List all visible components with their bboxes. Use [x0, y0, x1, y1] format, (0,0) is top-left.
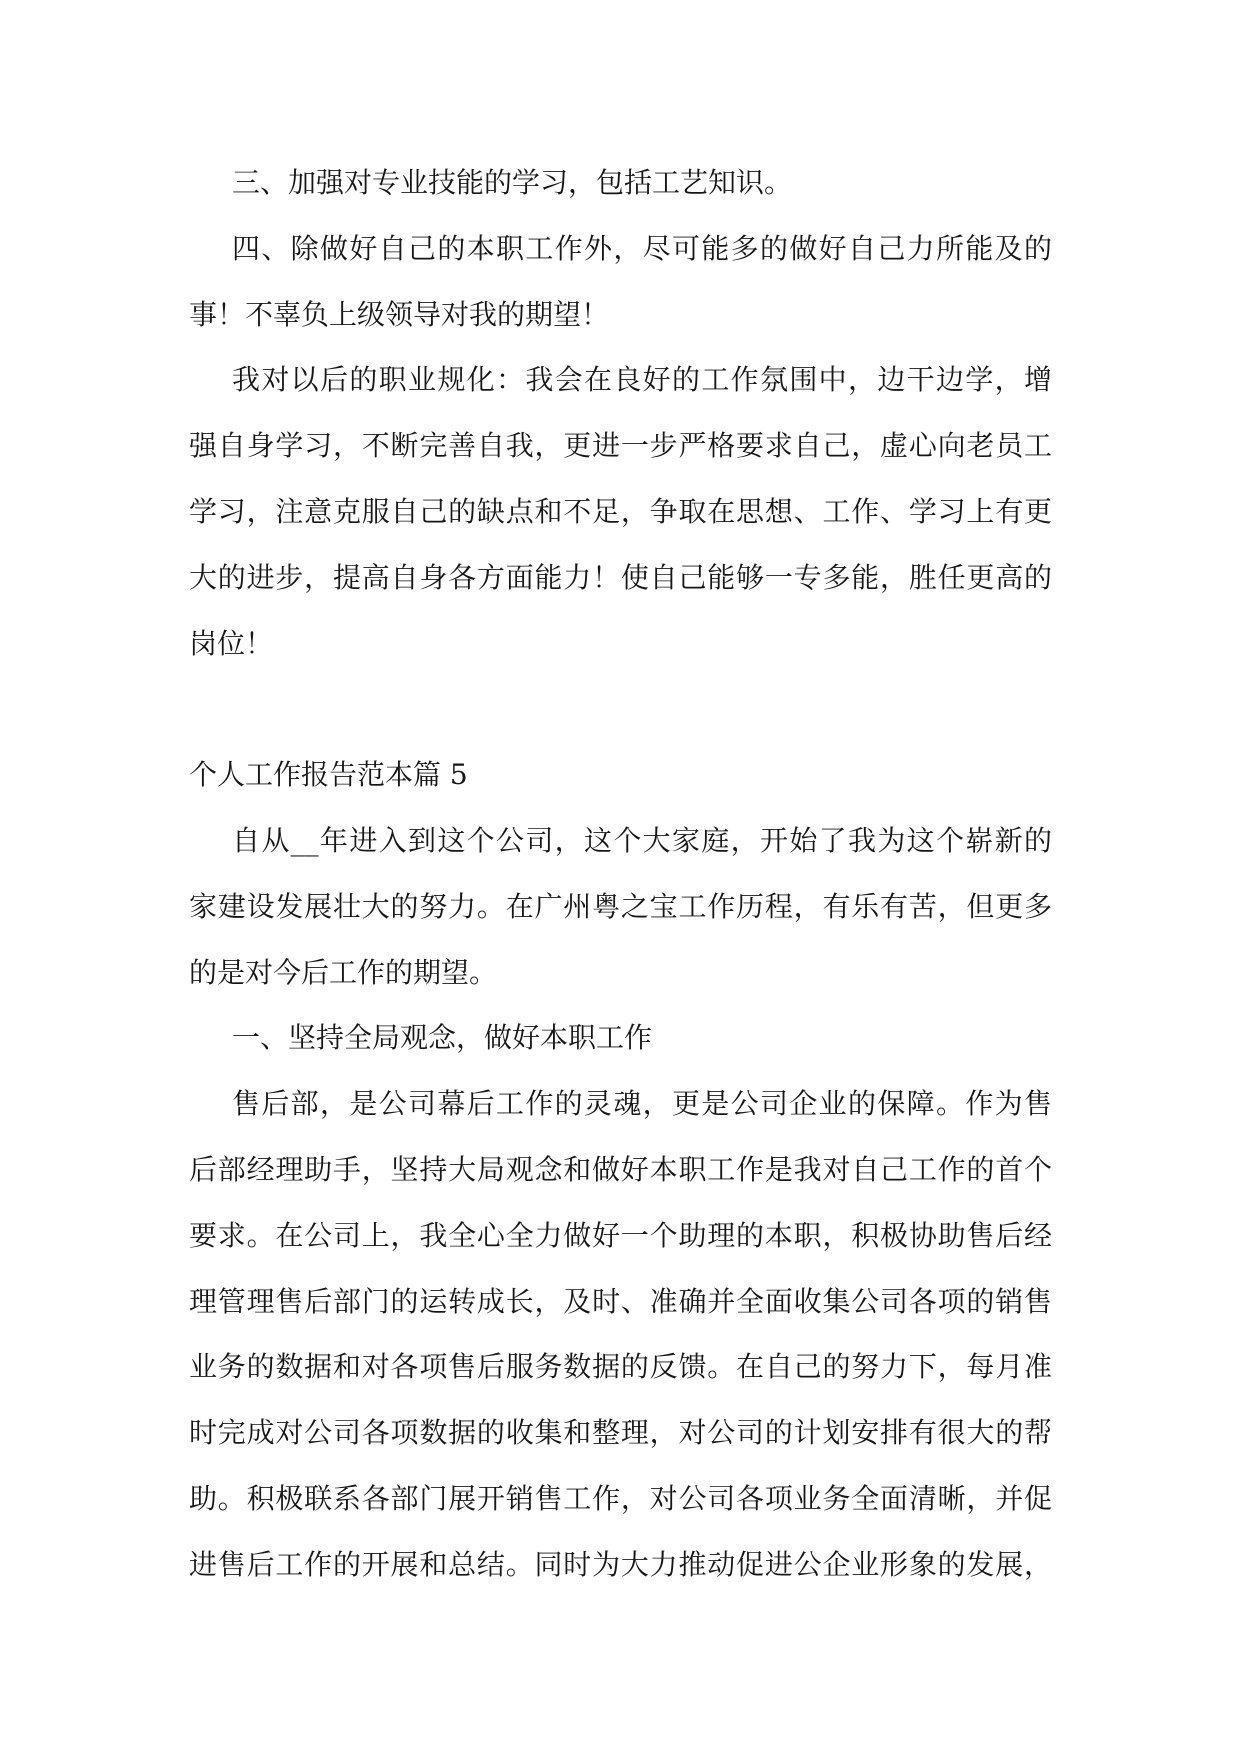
- paragraph: [189, 808, 1052, 1005]
- paragraph-line: 三、加强对专业技能的学习，包括工艺知识。: [232, 166, 793, 199]
- paragraph-line: 岗位！: [189, 626, 274, 660]
- paragraph: [189, 347, 1052, 676]
- paragraph: [189, 1071, 1052, 1597]
- paragraph-line: 事！不辜负上级领导对我的期望！: [189, 297, 610, 331]
- paragraph-line: 售后部，是公司幕后工作的灵魂，更是公司企业的保障。作为售: [232, 1087, 1052, 1121]
- paragraph-line: 家建设发展壮大的努力。在广州粤之宝工作历程，有乐有苦，但更多: [189, 889, 1052, 923]
- subheading-line: 一、坚持全局观念，做好本职工作: [232, 1021, 653, 1055]
- paragraph-line: 时完成对公司各项数据的收集和整理，对公司的计划安排有很大的帮: [189, 1416, 1052, 1450]
- document-body: [189, 150, 1052, 1598]
- paragraph-line: 助。积极联系各部门展开销售工作，对公司各项业务全面清晰，并促: [189, 1481, 1052, 1515]
- paragraph: [189, 150, 1052, 216]
- paragraph-line: 我对以后的职业规化：我会在良好的工作氛围中，边干边学，增: [232, 363, 1052, 397]
- paragraph-line: 进售后工作的开展和总结。同时为大力推动促进公企业形象的发展，: [189, 1547, 1052, 1581]
- paragraph-line: 强自身学习，不断完善自我，更进一步严格要求自己，虚心向老员工: [189, 429, 1052, 463]
- paragraph-line: 自从__年进入到这个公司，这个大家庭，开始了我为这个崭新的: [232, 823, 1052, 857]
- paragraph-line: 的是对今后工作的期望。: [189, 955, 498, 989]
- paragraph: [189, 216, 1052, 348]
- paragraph-line: 后部经理助手，坚持大局观念和做好本职工作是我对自己工作的首个: [189, 1152, 1052, 1186]
- paragraph: [189, 1005, 1052, 1071]
- paragraph-line: 学习，注意克服自己的缺点和不足，争取在思想、工作、学习上有更: [189, 494, 1052, 528]
- paragraph-line: 大的进步，提高自身各方面能力！使自己能够一专多能，胜任更高的: [189, 560, 1052, 594]
- paragraph-line: 业务的数据和对各项售后服务数据的反馈。在自己的努力下，每月准: [189, 1350, 1052, 1384]
- paragraph-line: 理管理售后部门的运转成长，及时、准确并全面收集公司各项的销售: [189, 1284, 1052, 1318]
- paragraph-line: 要求。在公司上，我全心全力做好一个助理的本职，积极协助售后经: [189, 1218, 1052, 1252]
- section-heading: 个人工作报告范本篇 5: [189, 758, 468, 792]
- paragraph-line: 四、除做好自己的本职工作外，尽可能多的做好自己力所能及的: [232, 231, 1052, 265]
